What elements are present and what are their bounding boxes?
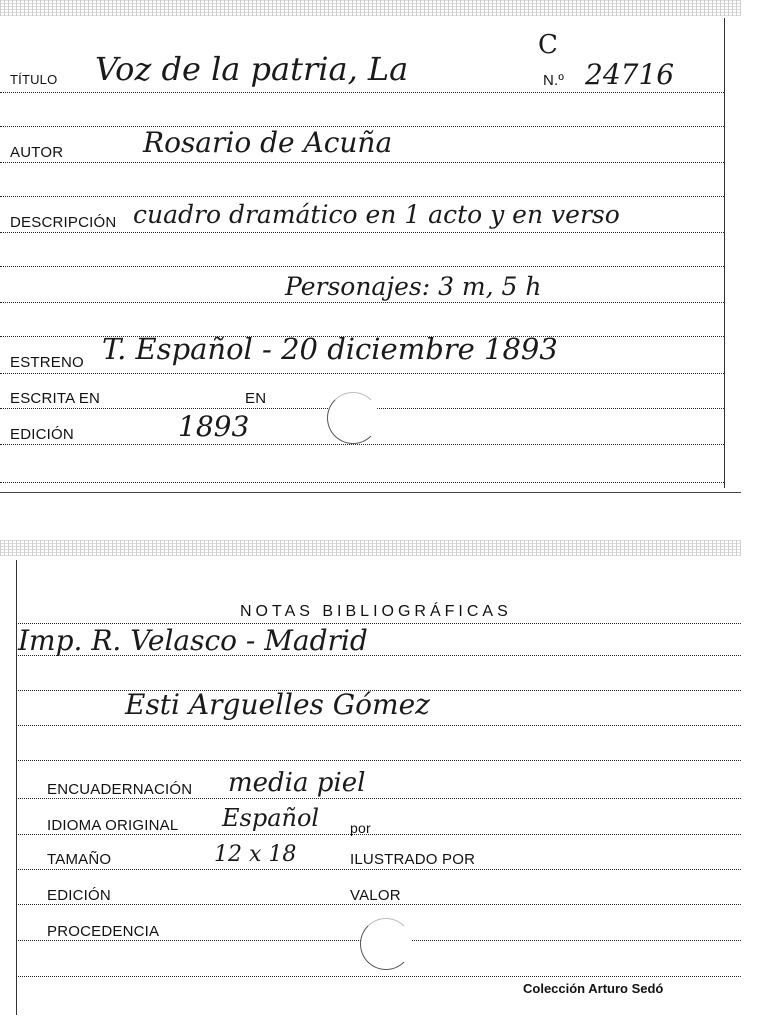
descripcion-value: cuadro dramático en 1 acto y en verso: [133, 200, 620, 229]
escrita-en-label: ESCRITA EN: [10, 390, 101, 407]
card-bottom-edge-texture: [0, 540, 741, 556]
idioma-original-value: Español: [222, 804, 320, 832]
tamano-label: TAMAÑO: [47, 851, 112, 868]
edicion-b-rule: [16, 904, 741, 905]
rule-4: [0, 196, 724, 197]
idioma-rule: [16, 834, 741, 835]
ilustrado-por-label: ILUSTRADO POR: [350, 851, 476, 868]
titulo-value: Voz de la patria, La: [95, 50, 409, 88]
encuadernacion-label: ENCUADERNACIÓN: [47, 781, 193, 798]
collection-credit: Colección Arturo Sedó: [523, 981, 664, 996]
card-left-edge: [16, 560, 17, 1015]
bottom-rule: [0, 482, 724, 483]
rule-6: [0, 266, 724, 267]
procedencia-label: PROCEDENCIA: [47, 923, 160, 940]
en-label: EN: [245, 390, 267, 407]
autor-rule: [0, 162, 724, 163]
note-line-1: Imp. R. Velasco - Madrid: [18, 624, 368, 657]
autor-label: AUTOR: [10, 144, 64, 161]
estreno-value: T. Español - 20 diciembre 1893: [102, 332, 558, 366]
last-rule: [16, 976, 741, 977]
numero-value: 24716: [585, 58, 675, 91]
note-rule-1: [16, 655, 741, 656]
titulo-rule: [0, 92, 724, 93]
catalog-card-back: [0, 540, 741, 1028]
card-punch-hole-bottom: [360, 918, 412, 970]
idioma-original-label: IDIOMA ORIGINAL: [47, 817, 179, 834]
catalog-mark: C: [538, 30, 558, 60]
card-right-edge: [724, 18, 725, 488]
note-rule-4: [16, 760, 741, 761]
card-separator: [0, 492, 741, 493]
personajes-value: Personajes: 3 m, 5 h: [285, 272, 542, 301]
rule-7: [0, 302, 724, 303]
edicion-rule: [0, 444, 724, 445]
encuadernacion-rule: [16, 798, 741, 799]
numero-label: N.º: [543, 72, 565, 89]
titulo-label: TÍTULO: [10, 72, 58, 87]
note-line-2: Esti Arguelles Gómez: [125, 688, 430, 721]
catalog-card-front: [0, 0, 741, 492]
autor-value: Rosario de Acuña: [143, 126, 393, 159]
tamano-rule: [16, 869, 741, 870]
encuadernacion-value: media piel: [228, 768, 366, 798]
por-label: por: [350, 820, 371, 836]
valor-label: VALOR: [350, 887, 401, 904]
note-rule-3: [16, 725, 741, 726]
notas-heading: NOTAS BIBLIOGRÁFICAS: [240, 603, 512, 620]
estreno-rule: [0, 373, 724, 374]
tamano-value: 12 x 18: [214, 842, 297, 867]
estreno-label: ESTRENO: [10, 354, 84, 371]
descripcion-label: DESCRIPCIÓN: [10, 214, 117, 231]
edicion-b-label: EDICIÓN: [47, 887, 111, 904]
edicion-label: EDICIÓN: [10, 426, 74, 443]
card-top-edge-texture: [0, 0, 741, 16]
descripcion-rule: [0, 232, 724, 233]
edicion-value: 1893: [178, 410, 250, 443]
card-punch-hole: [327, 392, 379, 444]
